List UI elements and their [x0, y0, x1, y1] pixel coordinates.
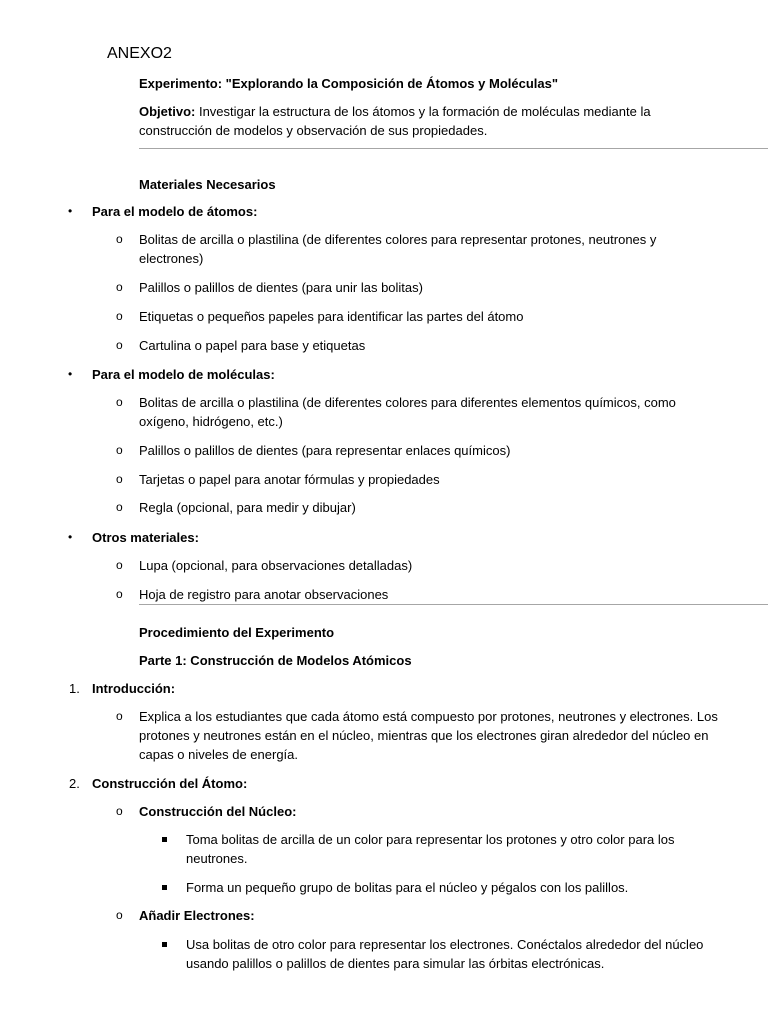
- list-item: Toma bolitas de arcilla de un color para representar los protones y otro color para los neutrones.: [186, 832, 675, 866]
- step-title: Introducción:: [92, 681, 176, 696]
- square-bullet-icon: [162, 885, 167, 890]
- square-bullet-icon: [162, 942, 167, 947]
- annex-title: ANEXO2: [107, 45, 172, 62]
- atoms-title: Para el modelo de átomos:: [92, 204, 258, 219]
- bullet-marker: •: [68, 204, 73, 218]
- substep-title: Añadir Electrones:: [139, 908, 255, 923]
- list-item: Forma un pequeño grupo de bolitas para el núcleo y pégalos con los palillos.: [186, 880, 629, 895]
- experiment-title: Experimento: "Explorando la Composición de Átomos y Moléculas": [139, 76, 559, 91]
- materials-heading: Materiales Necesarios: [139, 177, 276, 192]
- objective-paragraph: [139, 102, 679, 140]
- circle-marker: o: [116, 309, 123, 323]
- part1-heading: Parte 1: Construcción de Modelos Atómicos: [139, 653, 412, 668]
- circle-marker: o: [116, 558, 123, 572]
- circle-marker: o: [116, 232, 123, 246]
- bullet-marker: •: [68, 530, 73, 544]
- substep-title: Construcción del Núcleo:: [139, 804, 297, 819]
- objective-label: Objetivo:: [139, 104, 196, 119]
- list-item: Bolitas de arcilla o plastilina (de diferentes colores para representar protones, neutrones y electrones): [139, 232, 657, 266]
- list-item: Usa bolitas de otro color para representar los electrones. Conéctalos alrededor del núcleo usando palillos o palillos de dientes para simular las órbitas electrónicas.: [186, 937, 704, 971]
- objective-text: Investigar la estructura de los átomos y la formación de moléculas mediante la construcción de modelos y observación de sus propiedades.: [139, 104, 651, 138]
- list-item: Lupa (opcional, para observaciones detalladas): [139, 558, 413, 573]
- circle-marker: o: [116, 472, 123, 486]
- circle-marker: o: [116, 443, 123, 457]
- procedure-heading: Procedimiento del Experimento: [139, 625, 335, 640]
- circle-marker: o: [116, 908, 123, 922]
- list-item: Bolitas de arcilla o plastilina (de diferentes colores para diferentes elementos químicos, como oxígeno, hidrógeno, etc.): [139, 395, 676, 429]
- circle-marker: o: [116, 500, 123, 514]
- bullet-marker: •: [68, 367, 73, 381]
- divider-1: [139, 148, 768, 149]
- circle-marker: o: [116, 587, 123, 601]
- step-text: Explica a los estudiantes que cada átomo está compuesto por protones, neutrones y electrones. Los protones y neutrones están en el núcleo, mientras que los electrones giran alrededor del núcleo en capas o niveles de energía.: [139, 709, 718, 762]
- list-item: Tarjetas o papel para anotar fórmulas y propiedades: [139, 472, 440, 487]
- list-item: Hoja de registro para anotar observaciones: [139, 587, 389, 602]
- list-item: Palillos o palillos de dientes (para representar enlaces químicos): [139, 443, 511, 458]
- circle-marker: o: [116, 804, 123, 818]
- list-item: Regla (opcional, para medir y dibujar): [139, 500, 356, 515]
- step-number: 1.: [69, 681, 80, 696]
- molecules-title: Para el modelo de moléculas:: [92, 367, 275, 382]
- circle-marker: o: [116, 338, 123, 352]
- circle-marker: o: [116, 395, 123, 409]
- list-item: Palillos o palillos de dientes (para unir las bolitas): [139, 280, 423, 295]
- circle-marker: o: [116, 709, 123, 723]
- circle-marker: o: [116, 280, 123, 294]
- divider-2: [139, 604, 768, 605]
- step-title: Construcción del Átomo:: [92, 776, 248, 791]
- step-number: 2.: [69, 776, 80, 791]
- list-item: Etiquetas o pequeños papeles para identificar las partes del átomo: [139, 309, 524, 324]
- others-title: Otros materiales:: [92, 530, 199, 545]
- list-item: Cartulina o papel para base y etiquetas: [139, 338, 366, 353]
- square-bullet-icon: [162, 837, 167, 842]
